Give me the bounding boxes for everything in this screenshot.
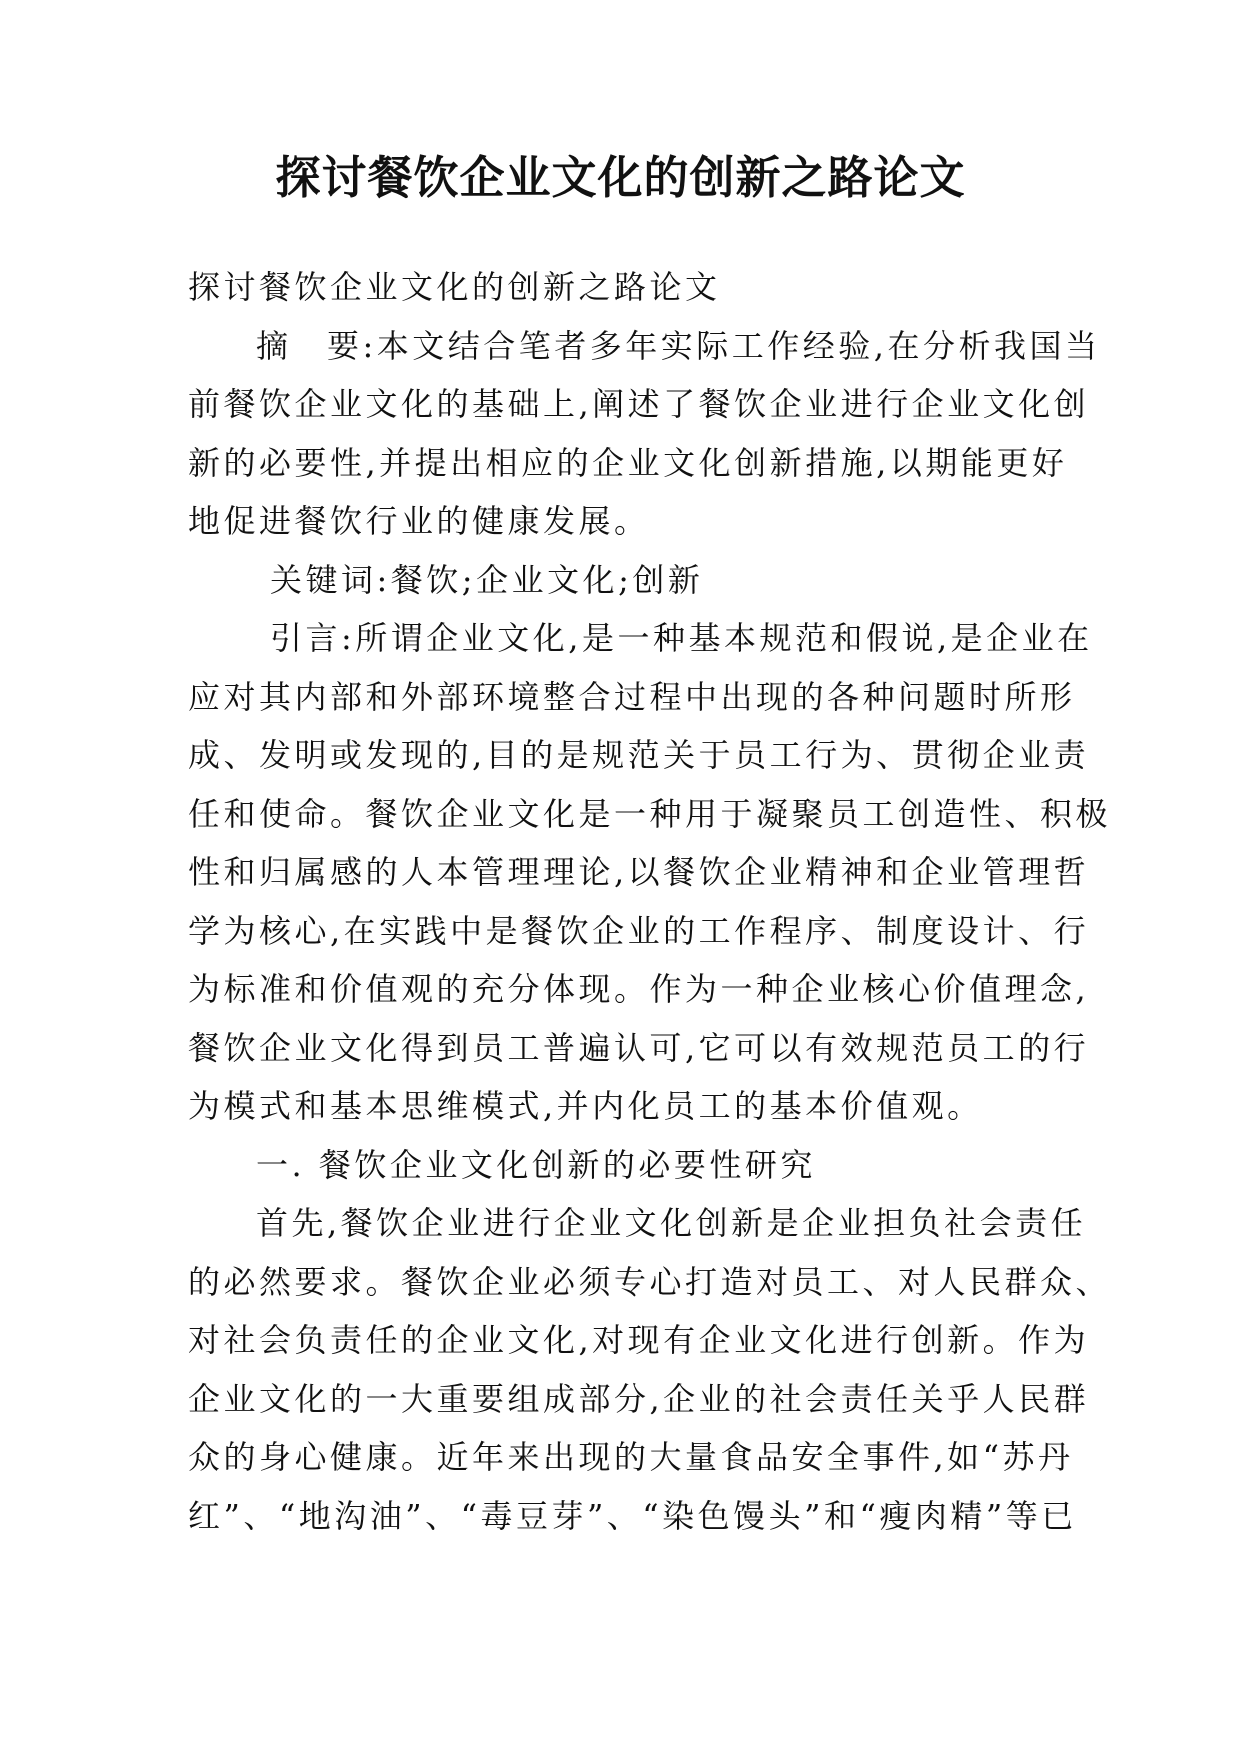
intro-line: 为模式和基本思维模式,并内化员工的基本价值观。 [188,1087,983,1125]
abstract-line: 前餐饮企业文化的基础上,阐述了餐饮企业进行企业文化创 [188,385,1090,423]
intro-line: 成、发明或发现的,目的是规范关于员工行为、贯彻企业责 [188,736,1090,774]
section-body-line: 首先,餐饮企业进行企业文化创新是企业担负社会责任 [256,1204,1087,1242]
abstract-line: 地促进餐饮行业的健康发展。 [188,502,650,540]
abstract-line: 摘 要:本文结合笔者多年实际工作经验,在分析我国当 [256,326,1101,365]
intro-line: 任和使命。餐饮企业文化是一种用于凝聚员工创造性、积极 [188,794,1112,833]
abstract-line: 新的必要性,并提出相应的企业文化创新措施,以期能更好 [188,443,1068,482]
intro-line: 应对其内部和外部环境整合过程中出现的各种问题时所形 [188,677,1076,716]
subtitle-line: 探讨餐饮企业文化的创新之路论文 [188,268,721,306]
section-body-line: 红”、“地沟油”、“毒豆芽”、“染色馒头”和“瘦肉精”等已 [188,1496,1077,1535]
intro-line: 引言:所谓企业文化,是一种基本规范和假说,是企业在 [270,619,1093,657]
section-body-line: 的必然要求。餐饮企业必须专心打造对员工、对人民群众、 [188,1262,1112,1301]
section-heading: 一. 餐饮企业文化创新的必要性研究 [256,1145,816,1184]
document-body [188,258,1112,1545]
section-body-line: 众的身心健康。近年来出现的大量食品安全事件,如“苏丹 [188,1438,1074,1476]
intro-line: 性和归属感的人本管理理论,以餐饮企业精神和企业管理哲 [188,853,1090,891]
document-title: 探讨餐饮企业文化的创新之路论文 [275,151,966,204]
section-body-line: 企业文化的一大重要组成部分,企业的社会责任关乎人民群 [188,1379,1090,1418]
intro-line: 学为核心,在实践中是餐饮企业的工作程序、制度设计、行 [188,911,1090,950]
keywords-line: 关键词:餐饮;企业文化;创新 [270,560,704,599]
intro-line: 餐饮企业文化得到员工普遍认可,它可以有效规范员工的行 [188,1028,1090,1067]
section-body-line: 对社会负责任的企业文化,对现有企业文化进行创新。作为 [188,1321,1090,1359]
intro-line: 为标准和价值观的充分体现。作为一种企业核心价值理念, [188,970,1090,1008]
